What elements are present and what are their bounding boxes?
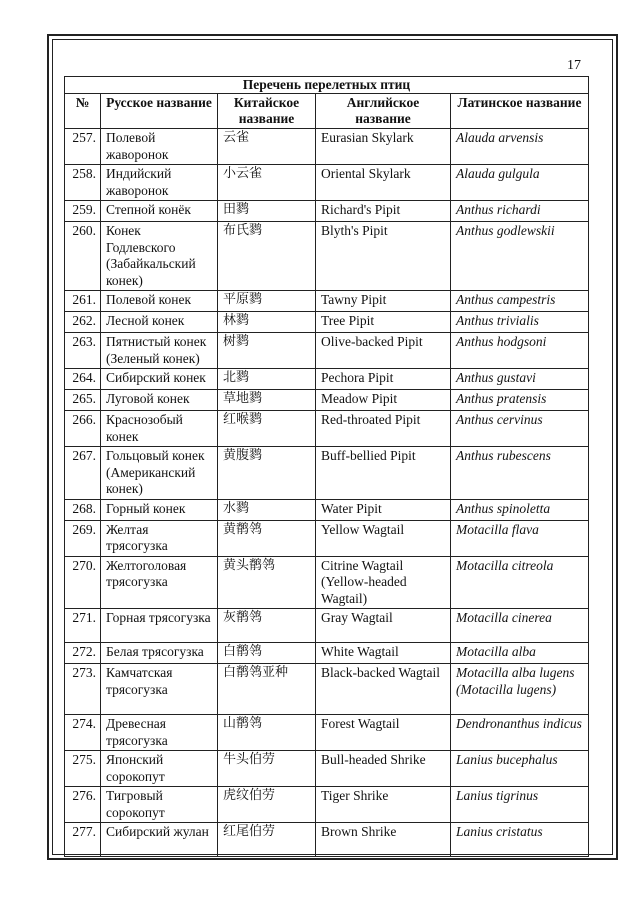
cell-chinese: 北鹨 <box>218 369 316 390</box>
cell-latin: Motacilla cinerea <box>451 609 589 643</box>
cell-english: Tiger Shrike <box>316 787 451 823</box>
cell-english: Brown Shrike <box>316 823 451 857</box>
cell-english: Meadow Pipit <box>316 390 451 411</box>
cell-chinese: 林鹨 <box>218 312 316 333</box>
cell-chinese: 黄头鹡鸰 <box>218 556 316 609</box>
cell-latin: Anthus campestris <box>451 291 589 312</box>
header-chinese: Китайское название <box>218 94 316 129</box>
cell-chinese: 草地鹨 <box>218 390 316 411</box>
cell-russian: Желтоголовая трясогузка <box>101 556 218 609</box>
cell-num: 269. <box>65 520 101 556</box>
cell-english: Tree Pipit <box>316 312 451 333</box>
cell-english: Pechora Pipit <box>316 369 451 390</box>
cell-russian: Краснозобый конек <box>101 411 218 447</box>
cell-num: 262. <box>65 312 101 333</box>
table-row <box>65 291 589 312</box>
cell-num: 260. <box>65 222 101 291</box>
cell-russian: Тигровый сорокопут <box>101 787 218 823</box>
cell-latin: Motacilla alba <box>451 643 589 664</box>
table-row <box>65 201 589 222</box>
cell-latin: Anthus richardi <box>451 201 589 222</box>
cell-russian: Сибирский жулан <box>101 823 218 857</box>
table-row <box>65 751 589 787</box>
table-row <box>65 312 589 333</box>
table-row <box>65 369 589 390</box>
cell-english: Blyth's Pipit <box>316 222 451 291</box>
cell-chinese: 黄鹡鸰 <box>218 520 316 556</box>
table-row <box>65 787 589 823</box>
table-row <box>65 643 589 664</box>
cell-english: Red-throated Pipit <box>316 411 451 447</box>
cell-chinese: 云雀 <box>218 129 316 165</box>
cell-latin: Lanius tigrinus <box>451 787 589 823</box>
cell-chinese: 平原鹨 <box>218 291 316 312</box>
cell-latin: Alauda arvensis <box>451 129 589 165</box>
table-row <box>65 609 589 643</box>
cell-num: 272. <box>65 643 101 664</box>
cell-num: 266. <box>65 411 101 447</box>
cell-latin: Lanius bucephalus <box>451 751 589 787</box>
cell-num: 270. <box>65 556 101 609</box>
table-row <box>65 664 589 715</box>
cell-russian: Лесной конек <box>101 312 218 333</box>
cell-latin: Motacilla alba lugens (Motacilla lugens) <box>451 664 589 715</box>
bird-table <box>64 76 589 857</box>
cell-english: Tawny Pipit <box>316 291 451 312</box>
cell-num: 275. <box>65 751 101 787</box>
table-row <box>65 129 589 165</box>
cell-english: Eurasian Skylark <box>316 129 451 165</box>
cell-latin: Anthus spinoletta <box>451 499 589 520</box>
cell-num: 268. <box>65 499 101 520</box>
cell-chinese: 白鹡鸰亚种 <box>218 664 316 715</box>
cell-english: Buff-bellied Pipit <box>316 447 451 500</box>
cell-latin: Anthus cervinus <box>451 411 589 447</box>
cell-num: 271. <box>65 609 101 643</box>
table-row <box>65 411 589 447</box>
table-row <box>65 165 589 201</box>
cell-english: Black-backed Wagtail <box>316 664 451 715</box>
cell-english: Forest Wagtail <box>316 715 451 751</box>
cell-russian: Японский сорокопут <box>101 751 218 787</box>
cell-latin: Anthus trivialis <box>451 312 589 333</box>
cell-english: Citrine Wagtail (Yellow-headed Wagtail) <box>316 556 451 609</box>
cell-russian: Камчатская трясогузка <box>101 664 218 715</box>
cell-num: 258. <box>65 165 101 201</box>
cell-english: Yellow Wagtail <box>316 520 451 556</box>
cell-english: Gray Wagtail <box>316 609 451 643</box>
cell-russian: Горный конек <box>101 499 218 520</box>
cell-latin: Anthus hodgsoni <box>451 333 589 369</box>
cell-russian: Желтая трясогузка <box>101 520 218 556</box>
cell-chinese: 黄腹鹨 <box>218 447 316 500</box>
cell-num: 264. <box>65 369 101 390</box>
cell-russian: Пятнистый конек (Зеленый конек) <box>101 333 218 369</box>
cell-russian: Конек Годлевского (Забайкальский конек) <box>101 222 218 291</box>
cell-russian: Древесная трясогузка <box>101 715 218 751</box>
table-caption-row <box>65 77 589 94</box>
cell-russian: Белая трясогузка <box>101 643 218 664</box>
table-body <box>65 129 589 857</box>
cell-chinese: 虎纹伯劳 <box>218 787 316 823</box>
cell-russian: Сибирский конек <box>101 369 218 390</box>
table-caption: Перечень перелетных птиц <box>65 77 589 94</box>
cell-num: 259. <box>65 201 101 222</box>
table-row <box>65 823 589 857</box>
table-header-row <box>65 94 589 129</box>
cell-chinese: 布氏鹨 <box>218 222 316 291</box>
cell-latin: Dendronanthus indicus <box>451 715 589 751</box>
cell-english: Olive-backed Pipit <box>316 333 451 369</box>
header-english: Английское название <box>316 94 451 129</box>
header-latin: Латинское название <box>451 94 589 129</box>
header-russian: Русское название <box>101 94 218 129</box>
table-row <box>65 556 589 609</box>
cell-russian: Индийский жаворонок <box>101 165 218 201</box>
cell-num: 257. <box>65 129 101 165</box>
table-row <box>65 520 589 556</box>
cell-english: Richard's Pipit <box>316 201 451 222</box>
table-row <box>65 447 589 500</box>
cell-num: 276. <box>65 787 101 823</box>
cell-latin: Lanius cristatus <box>451 823 589 857</box>
page-number: 17 <box>567 58 581 73</box>
cell-russian: Полевой конек <box>101 291 218 312</box>
cell-latin: Anthus gustavi <box>451 369 589 390</box>
cell-num: 263. <box>65 333 101 369</box>
cell-latin: Motacilla citreola <box>451 556 589 609</box>
cell-russian: Полевой жаворонок <box>101 129 218 165</box>
cell-chinese: 红喉鹨 <box>218 411 316 447</box>
cell-english: White Wagtail <box>316 643 451 664</box>
table-row <box>65 715 589 751</box>
cell-chinese: 灰鹡鸰 <box>218 609 316 643</box>
cell-chinese: 牛头伯劳 <box>218 751 316 787</box>
cell-num: 273. <box>65 664 101 715</box>
cell-english: Water Pipit <box>316 499 451 520</box>
cell-russian: Гольцовый конек (Американский конек) <box>101 447 218 500</box>
cell-latin: Anthus rubescens <box>451 447 589 500</box>
cell-chinese: 红尾伯劳 <box>218 823 316 857</box>
cell-num: 261. <box>65 291 101 312</box>
cell-latin: Anthus pratensis <box>451 390 589 411</box>
cell-chinese: 山鹡鸰 <box>218 715 316 751</box>
cell-num: 277. <box>65 823 101 857</box>
cell-russian: Луговой конек <box>101 390 218 411</box>
table-row <box>65 390 589 411</box>
table-row <box>65 499 589 520</box>
cell-chinese: 白鹡鸰 <box>218 643 316 664</box>
cell-english: Bull-headed Shrike <box>316 751 451 787</box>
table-row <box>65 222 589 291</box>
cell-russian: Горная трясогузка <box>101 609 218 643</box>
cell-latin: Alauda gulgula <box>451 165 589 201</box>
cell-chinese: 树鹨 <box>218 333 316 369</box>
cell-chinese: 小云雀 <box>218 165 316 201</box>
cell-russian: Степной конёк <box>101 201 218 222</box>
cell-num: 265. <box>65 390 101 411</box>
table-row <box>65 333 589 369</box>
cell-num: 274. <box>65 715 101 751</box>
cell-num: 267. <box>65 447 101 500</box>
cell-chinese: 水鹨 <box>218 499 316 520</box>
cell-chinese: 田鹨 <box>218 201 316 222</box>
cell-latin: Anthus godlewskii <box>451 222 589 291</box>
cell-english: Oriental Skylark <box>316 165 451 201</box>
cell-latin: Motacilla flava <box>451 520 589 556</box>
header-num: № <box>65 94 101 129</box>
